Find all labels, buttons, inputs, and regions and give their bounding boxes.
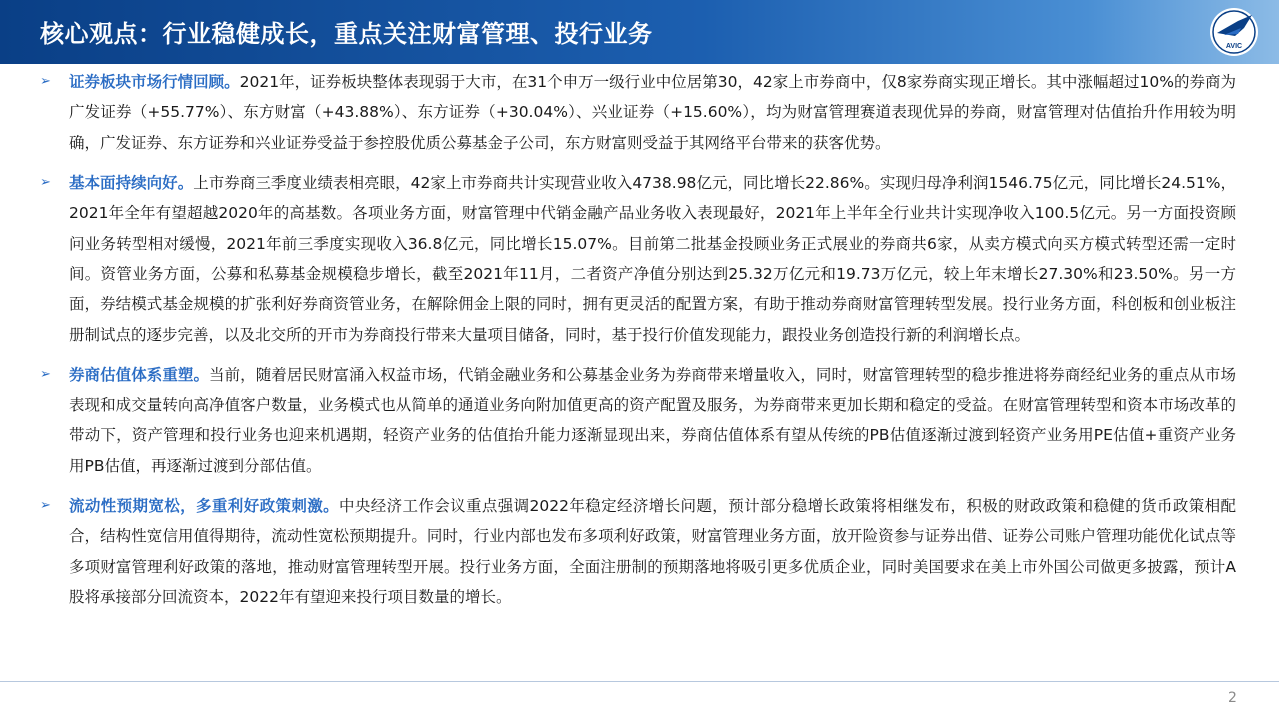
paragraph-valuation <box>40 360 1236 482</box>
paragraph-heading: 证券板块市场行情回顾。 <box>69 73 240 91</box>
paragraph-fundamentals <box>40 168 1236 350</box>
paragraph-market-review <box>40 67 1236 158</box>
paragraph-heading: 券商估值体系重塑。 <box>69 365 210 384</box>
title-banner <box>0 0 1279 64</box>
avic-logo-icon <box>1208 6 1260 58</box>
paragraph-heading: 基本面持续向好。 <box>69 173 194 192</box>
slide-title: 核心观点：行业稳健成长，重点关注财富管理、投行业务 <box>40 20 653 48</box>
paragraph-heading: 流动性预期宽松，多重利好政策刺激。 <box>69 496 339 515</box>
footer-divider <box>0 681 1279 682</box>
paragraph-policy <box>40 491 1236 613</box>
page-number: 2 <box>1228 690 1237 706</box>
paragraph-body: 中央经济工作会议重点强调2022年稳定经济增长问题，预计部分稳增长政策将相继发布，积极的财政政策和稳健的货币政策相配合，结构性宽信用值得期待，流动性宽松预期提升。同时，行业内部也发布多项利好政策，财富管理业务方面，放开险资参与证券出借、证券公司账户管理功能优化试点等多项财富管理利好政策的落地，推动财富管理转型开展。投行业务方面，全面注册制的预期落地将吸引更多优质企业，同时美国要求在美上市外国公司做更多披露，预计A股将承接部分回流资本，2022年有望迎来投行项目数量的增长。 <box>69 496 1236 606</box>
arrow-bullet-icon: ➢ <box>40 497 51 513</box>
content-area <box>40 67 1236 622</box>
paragraph-body: 上市券商三季度业绩表相亮眼，42家上市券商共计实现营业收入4738.98亿元，同比增长22.86%。实现归母净利润1546.75亿元，同比增长24.51%，2021年全年有望超越2020年的高基数。各项业务方面，财富管理中代销金融产品业务收入表现最好，2021年上半年全行业共计实现净收入100.5亿元。另一方面投资顾问业务转型相对缓慢，2021年前三季度实现收入36.8亿元，同比增长15.07%。目前第二批基金投顾业务正式展业的券商共6家，从卖方模式向买方模式转型还需一定时间。资管业务方面，公募和私募基金规模稳步增长，截至2021年11月，二者资产净值分别达到25.32万亿元和19.73万亿元，较上年末增长27.30%和23.50%。另一方面，券结模式基金规模的扩张利好券商资管业务，在解除佣金上限的同时，拥有更灵活的配置方案，有助于推动券商财富管理转型发展。投行业务方面，科创板和创业板注册制试点的逐步完善，以及北交所的开市为券商投行带来大量项目储备，同时，基于投行价值发现能力，跟投业务创造投行新的利润增长点。 <box>69 173 1236 344</box>
paragraph-body: 2021年，证券板块整体表现弱于大市，在31个申万一级行业中位居第30，42家上市券商中，仅8家券商实现正增长。其中涨幅超过10%的券商为广发证券（+55.77%）、东方财富（+43.88%）、东方证券（+30.04%）、兴业证券（+15.60%），均为财富管理赛道表现优异的券商，财富管理对估值抬升作用较为明确，广发证券、东方证券和兴业证券受益于参控股优质公募基金子公司，东方财富则受益于其网络平台带来的获客优势。 <box>69 73 1236 152</box>
logo-text: AVIC <box>1225 43 1243 50</box>
arrow-bullet-icon: ➢ <box>40 74 51 89</box>
arrow-bullet-icon: ➢ <box>40 366 51 382</box>
arrow-bullet-icon: ➢ <box>40 174 51 190</box>
paragraph-body: 当前，随着居民财富涌入权益市场，代销金融业务和公募基金业务为券商带来增量收入，同时，财富管理转型的稳步推进将券商经纪业务的重点从市场表现和成交量转向高净值客户数量，业务模式也从简单的通道业务向附加值更高的资产配置及服务，为券商带来更加长期和稳定的受益。在财富管理转型和资本市场改革的带动下，资产管理和投行业务也迎来机遇期，轻资产业务的估值抬升能力逐渐显现出来，券商估值体系有望从传统的PB估值逐渐过渡到轻资产业务用PE估值+重资产业务用PB估值，再逐渐过渡到分部估值。 <box>69 365 1236 475</box>
